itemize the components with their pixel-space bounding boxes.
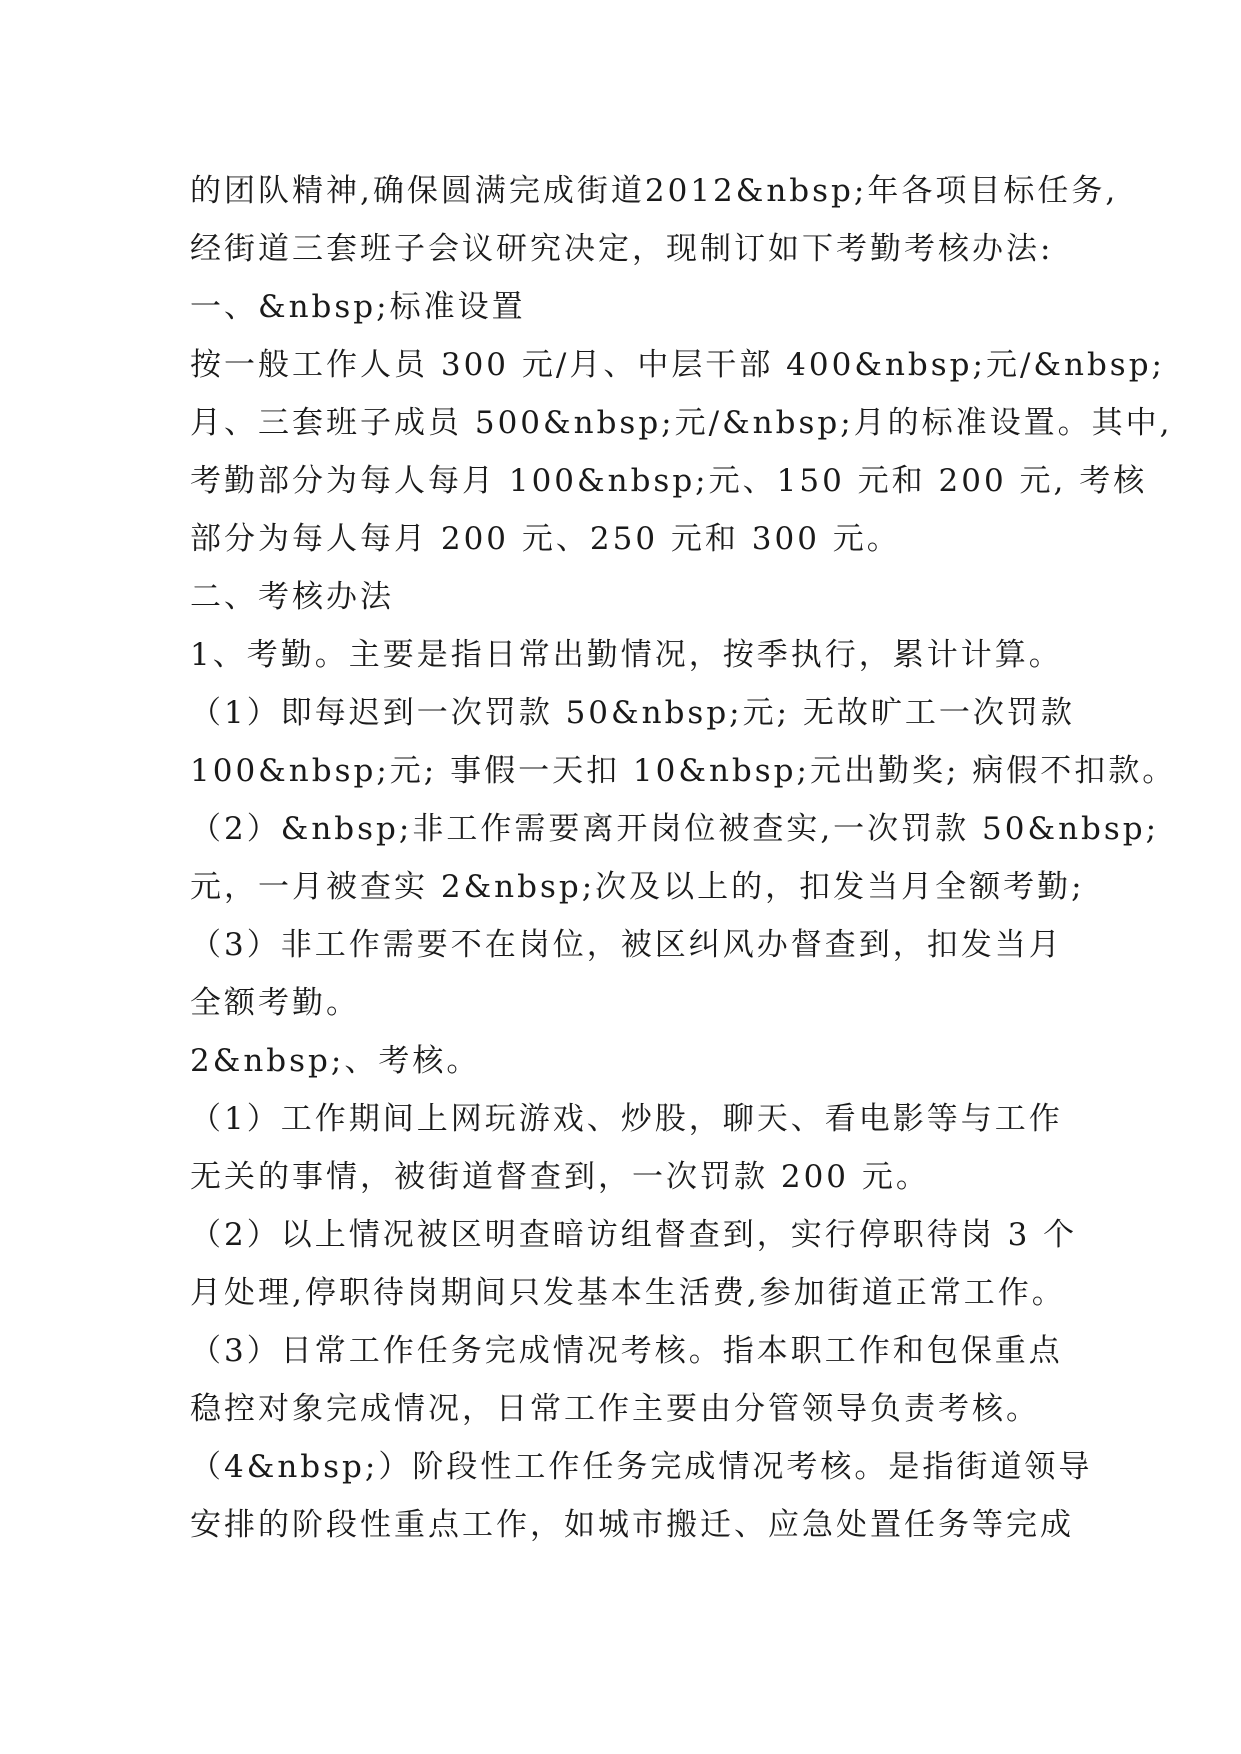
text-line: （2）&nbsp;非工作需要离开岗位被查实,一次罚款 50&nbsp; [190,811,1160,847]
text-line: 考勤部分为每人每月 100&nbsp;元、150 元和 200 元, 考核 [190,463,1148,499]
text-line: 稳控对象完成情况，日常工作主要由分管领导负责考核。 [190,1391,1040,1427]
text-line: 无关的事情，被街道督查到，一次罚款 200 元。 [190,1159,930,1195]
text-line: 元，一月被查实 2&nbsp;次及以上的，扣发当月全额考勤; [190,869,1085,905]
text-line: 月、三套班子成员 500&nbsp;元/&nbsp;月的标准设置。其中, [190,405,1173,441]
text-line: 部分为每人每月 200 元、250 元和 300 元。 [190,521,901,557]
section-heading: 一、&nbsp;标准设置 [190,289,526,325]
text-line: （3）日常工作任务完成情况考核。指本职工作和包保重点 [190,1333,1063,1369]
text-line: 安排的阶段性重点工作，如城市搬迁、应急处置任务等完成 [190,1507,1074,1543]
text-line: 月处理,停职待岗期间只发基本生活费,参加街道正常工作。 [190,1275,1066,1311]
text-line: 按一般工作人员 300 元/月、中层干部 400&nbsp;元/&nbsp; [190,347,1165,383]
text-line: 100&nbsp;元; 事假一天扣 10&nbsp;元出勤奖; 病假不扣款。 [190,753,1177,789]
document-body [190,162,1177,1554]
text-line: 经街道三套班子会议研究决定，现制订如下考勤考核办法: [190,231,1054,267]
text-line: 1、考勤。主要是指日常出勤情况，按季执行，累计计算。 [190,637,1063,673]
text-line: （1）工作期间上网玩游戏、炒股，聊天、看电影等与工作 [190,1101,1063,1137]
text-line: （1）即每迟到一次罚款 50&nbsp;元; 无故旷工一次罚款 [190,695,1075,731]
text-line: （4&nbsp;）阶段性工作任务完成情况考核。是指街道领导 [190,1449,1093,1485]
text-line: 全额考勤。 [190,985,360,1021]
section-heading: 二、考核办法 [190,579,394,615]
text-line: （2）以上情况被区明查暗访组督查到，实行停职待岗 3 个 [190,1217,1078,1253]
text-line: 的团队精神,确保圆满完成街道2012&nbsp;年各项目标任务, [190,173,1119,209]
text-line: 2&nbsp;、考核。 [190,1043,481,1079]
text-line: （3）非工作需要不在岗位，被区纠风办督查到，扣发当月 [190,927,1063,963]
